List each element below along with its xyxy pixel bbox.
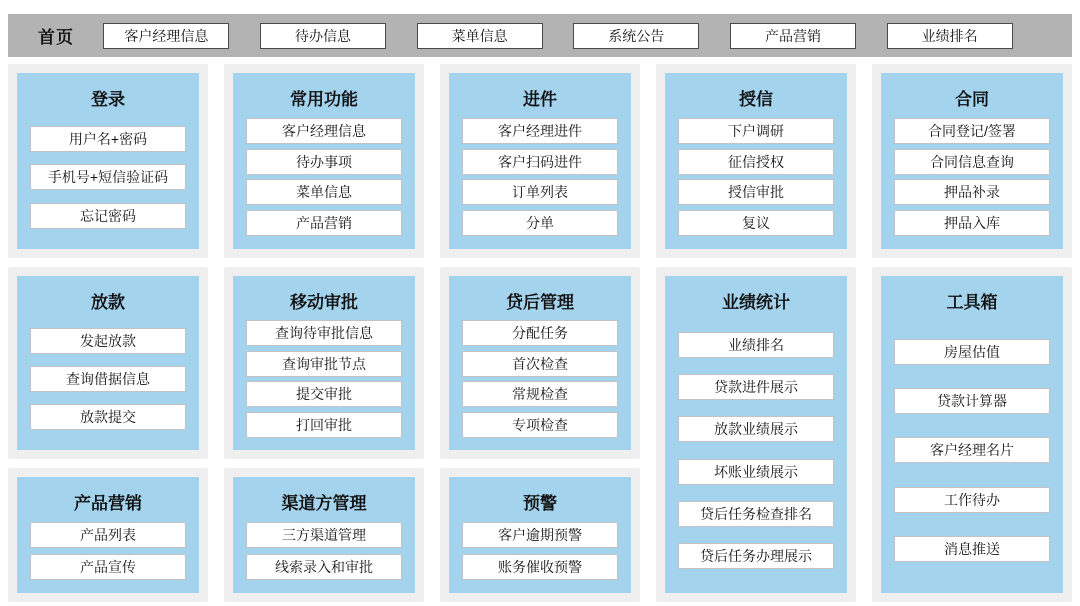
panel-alerts (440, 468, 640, 602)
topbar-button-system-announcement[interactable]: 系统公告 (573, 23, 699, 49)
panel-items (17, 113, 199, 241)
panel-item-button[interactable]: 打回审批 (246, 412, 403, 438)
panel-title: 产品营销 (74, 494, 142, 513)
panel-loan-disbursement (8, 267, 208, 459)
panel-body (449, 477, 631, 593)
panel-item-button[interactable]: 坏账业绩展示 (678, 459, 835, 485)
panel-title: 登录 (91, 90, 125, 109)
panel-item-button[interactable]: 产品营销 (246, 210, 403, 236)
panel-common-functions (224, 64, 424, 258)
panel-item-button[interactable]: 线索录入和审批 (246, 554, 403, 580)
panel-item-button[interactable]: 贷后任务办理展示 (678, 543, 835, 569)
panel-item-button[interactable]: 房屋估值 (894, 339, 1051, 365)
home-label: 首页 (38, 28, 74, 47)
panel-items (881, 316, 1063, 585)
panel-item-button[interactable]: 业绩排名 (678, 332, 835, 358)
panel-item-button[interactable]: 贷款计算器 (894, 388, 1051, 414)
panel-item-button[interactable]: 分单 (462, 210, 619, 236)
panel-title: 进件 (523, 90, 557, 109)
panel-item-button[interactable]: 查询待审批信息 (246, 320, 403, 346)
panel-post-loan-management (440, 267, 640, 459)
panel-item-button[interactable]: 产品列表 (30, 522, 187, 548)
panel-title: 业绩统计 (722, 293, 790, 312)
panel-credit-granting (656, 64, 856, 258)
topbar-button-menu-info[interactable]: 菜单信息 (417, 23, 543, 49)
panel-item-button[interactable]: 查询借据信息 (30, 366, 187, 392)
panel-items (17, 316, 199, 442)
panel-items (233, 113, 415, 241)
panel-toolbox (872, 267, 1072, 602)
panel-title: 贷后管理 (506, 293, 574, 312)
topbar (8, 14, 1072, 57)
panel-item-button[interactable]: 放款提交 (30, 404, 187, 430)
module-grid (8, 64, 1072, 602)
panel-item-button[interactable]: 三方渠道管理 (246, 522, 403, 548)
panel-item-button[interactable]: 账务催收预警 (462, 554, 619, 580)
panel-item-button[interactable]: 首次检查 (462, 351, 619, 377)
panel-performance-stats (656, 267, 856, 602)
panel-item-button[interactable]: 合同信息查询 (894, 149, 1051, 175)
panel-title: 预警 (523, 494, 557, 513)
panel-title: 合同 (955, 90, 989, 109)
panel-body (17, 276, 199, 450)
panel-item-button[interactable]: 客户经理名片 (894, 437, 1051, 463)
panel-body (449, 73, 631, 249)
panel-item-button[interactable]: 分配任务 (462, 320, 619, 346)
panel-body (665, 276, 847, 593)
panel-body (665, 73, 847, 249)
panel-item-button[interactable]: 客户经理进件 (462, 118, 619, 144)
topbar-button-performance-ranking[interactable]: 业绩排名 (887, 23, 1013, 49)
panel-body (881, 276, 1063, 593)
panel-item-button[interactable]: 合同登记/签署 (894, 118, 1051, 144)
panel-channel-management (224, 468, 424, 602)
panel-intake (440, 64, 640, 258)
panel-item-button[interactable]: 下户调研 (678, 118, 835, 144)
panel-items (449, 517, 631, 585)
panel-body (17, 477, 199, 593)
panel-mobile-approval (224, 267, 424, 459)
panel-item-button[interactable]: 贷后任务检查排名 (678, 501, 835, 527)
panel-items (449, 316, 631, 442)
panel-item-button[interactable]: 消息推送 (894, 536, 1051, 562)
panel-title: 授信 (739, 90, 773, 109)
panel-items (449, 113, 631, 241)
panel-item-button[interactable]: 忘记密码 (30, 203, 187, 229)
panel-product-marketing (8, 468, 208, 602)
panel-item-button[interactable]: 提交审批 (246, 381, 403, 407)
panel-item-button[interactable]: 放款业绩展示 (678, 416, 835, 442)
panel-item-button[interactable]: 待办事项 (246, 149, 403, 175)
panel-item-button[interactable]: 常规检查 (462, 381, 619, 407)
panel-item-button[interactable]: 工作待办 (894, 487, 1051, 513)
panel-item-button[interactable]: 贷款进件展示 (678, 374, 835, 400)
panel-item-button[interactable]: 授信审批 (678, 179, 835, 205)
panel-item-button[interactable]: 产品宣传 (30, 554, 187, 580)
panel-items (17, 517, 199, 585)
panel-body (881, 73, 1063, 249)
panel-body (17, 73, 199, 249)
panel-title: 放款 (91, 293, 125, 312)
panel-contract (872, 64, 1072, 258)
panel-login (8, 64, 208, 258)
panel-item-button[interactable]: 菜单信息 (246, 179, 403, 205)
panel-item-button[interactable]: 查询审批节点 (246, 351, 403, 377)
panel-item-button[interactable]: 用户名+密码 (30, 126, 187, 152)
panel-item-button[interactable]: 发起放款 (30, 328, 187, 354)
panel-body (233, 73, 415, 249)
panel-item-button[interactable]: 订单列表 (462, 179, 619, 205)
panel-item-button[interactable]: 押品入库 (894, 210, 1051, 236)
panel-items (665, 113, 847, 241)
panel-item-button[interactable]: 复议 (678, 210, 835, 236)
topbar-button-todo-info[interactable]: 待办信息 (260, 23, 386, 49)
topbar-button-product-marketing[interactable]: 产品营销 (730, 23, 856, 49)
topbar-buttons (88, 23, 1028, 49)
panel-title: 常用功能 (290, 90, 358, 109)
panel-item-button[interactable]: 客户经理信息 (246, 118, 403, 144)
panel-items (233, 517, 415, 585)
panel-body (233, 477, 415, 593)
panel-item-button[interactable]: 押品补录 (894, 179, 1051, 205)
panel-body (233, 276, 415, 450)
panel-item-button[interactable]: 手机号+短信验证码 (30, 164, 187, 190)
panel-items (665, 316, 847, 585)
panel-body (449, 276, 631, 450)
panel-items (881, 113, 1063, 241)
panel-items (233, 316, 415, 442)
panel-item-button[interactable]: 征信授权 (678, 149, 835, 175)
panel-item-button[interactable]: 专项检查 (462, 412, 619, 438)
panel-item-button[interactable]: 客户扫码进件 (462, 149, 619, 175)
panel-title: 移动审批 (290, 293, 358, 312)
topbar-button-account-manager-info[interactable]: 客户经理信息 (103, 23, 229, 49)
panel-item-button[interactable]: 客户逾期预警 (462, 522, 619, 548)
panel-title: 渠道方管理 (281, 494, 367, 513)
panel-title: 工具箱 (946, 293, 998, 312)
